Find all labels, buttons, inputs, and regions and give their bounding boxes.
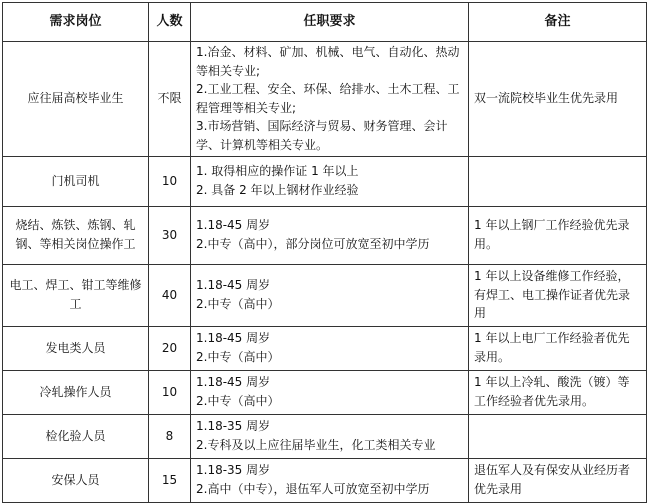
- table-row: [3, 156, 647, 206]
- requirement-line: 2.中专（高中）: [196, 350, 280, 365]
- notes-cell: 1 年以上电厂工作经验者优先录用。: [469, 326, 647, 370]
- requirement-line: 1.18-35 周岁: [196, 419, 271, 434]
- header-notes: 备注: [469, 3, 647, 42]
- requirement-line: 2. 具备 2 年以上钢材作业经验: [196, 183, 359, 198]
- requirements-cell: [191, 156, 469, 206]
- count-cell: 不限: [149, 42, 191, 157]
- count-cell: 40: [149, 264, 191, 326]
- requirement-line: 2.中专（高中），部分岗位可放宽至初中学历: [196, 237, 430, 252]
- count-cell: 15: [149, 458, 191, 502]
- header-position: 需求岗位: [3, 3, 149, 42]
- notes-cell: 1 年以上冷轧、酸洗（镀）等工作经验者优先录用。: [469, 370, 647, 414]
- table-row: [3, 42, 647, 157]
- position-cell: 烧结、炼铁、炼钢、轧钢、等相关岗位操作工: [3, 206, 149, 264]
- position-cell: 门机司机: [3, 156, 149, 206]
- table-row: [3, 264, 647, 326]
- requirements-cell: [191, 414, 469, 458]
- notes-cell: [469, 414, 647, 458]
- notes-cell: [469, 156, 647, 206]
- requirement-line: 1.18-45 周岁: [196, 278, 271, 293]
- requirements-cell: [191, 42, 469, 157]
- requirement-line: 1.18-45 周岁: [196, 375, 271, 390]
- count-cell: 20: [149, 326, 191, 370]
- position-cell: 安保人员: [3, 458, 149, 502]
- position-cell: 发电类人员: [3, 326, 149, 370]
- requirement-line: 1.18-45 周岁: [196, 218, 271, 233]
- count-cell: 8: [149, 414, 191, 458]
- notes-cell: 1 年以上设备维修工作经验，有焊工、电工操作证者优先录用: [469, 264, 647, 326]
- table-row: [3, 458, 647, 502]
- requirement-line: 2.高中（中专），退伍军人可放宽至初中学历: [196, 482, 430, 497]
- count-cell: 10: [149, 370, 191, 414]
- requirement-line: 2.专科及以上应往届毕业生，化工类相关专业: [196, 438, 436, 453]
- requirement-line: 1.18-45 周岁: [196, 331, 271, 346]
- count-cell: 10: [149, 156, 191, 206]
- table-row: [3, 370, 647, 414]
- requirement-line: 1. 取得相应的操作证 1 年以上: [196, 164, 359, 179]
- table-row: [3, 414, 647, 458]
- requirements-cell: [191, 326, 469, 370]
- requirements-cell: [191, 370, 469, 414]
- requirement-line: 2.中专（高中）: [196, 394, 280, 409]
- header-count: 人数: [149, 3, 191, 42]
- recruitment-table: [2, 2, 647, 503]
- requirement-line: 2.工业工程、安全、环保、给排水、土木工程、工程管理等相关专业;: [196, 82, 460, 115]
- notes-cell: 退伍军人及有保安从业经历者优先录用: [469, 458, 647, 502]
- requirements-cell: [191, 264, 469, 326]
- table-row: [3, 206, 647, 264]
- requirement-line: 3.市场营销、国际经济与贸易、财务管理、会计学、计算机等相关专业。: [196, 119, 448, 152]
- requirement-line: 1.18-35 周岁: [196, 463, 271, 478]
- table-row: [3, 326, 647, 370]
- position-cell: 电工、焊工、钳工等维修工: [3, 264, 149, 326]
- header-requirements: 任职要求: [191, 3, 469, 42]
- position-cell: 冷轧操作人员: [3, 370, 149, 414]
- position-cell: 检化验人员: [3, 414, 149, 458]
- count-cell: 30: [149, 206, 191, 264]
- requirements-cell: [191, 206, 469, 264]
- notes-cell: 1 年以上钢厂工作经验优先录用。: [469, 206, 647, 264]
- position-cell: 应往届高校毕业生: [3, 42, 149, 157]
- notes-cell: 双一流院校毕业生优先录用: [469, 42, 647, 157]
- requirement-line: 2.中专（高中）: [196, 297, 280, 312]
- header-row: [3, 3, 647, 42]
- requirements-cell: [191, 458, 469, 502]
- requirement-line: 1.冶金、材料、矿加、机械、电气、自动化、热动等相关专业;: [196, 45, 460, 78]
